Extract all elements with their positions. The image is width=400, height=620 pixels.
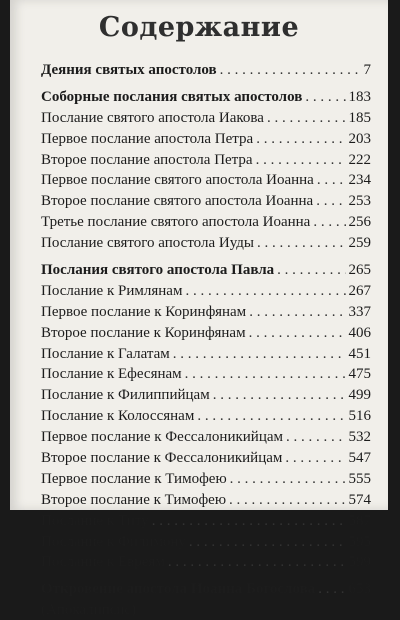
toc-entry-title: Второе послание апостола Петра (41, 151, 253, 168)
toc-entry-title: Соборные послания святых апостолов (41, 88, 303, 105)
dot-leader (220, 60, 361, 81)
toc-entry (41, 60, 371, 81)
book-page (10, 0, 388, 619)
dot-leader (185, 281, 345, 302)
toc-entry (41, 302, 371, 323)
toc-entry-title: Послание к Титу (41, 512, 149, 529)
toc-entry-page-number: 222 (348, 151, 371, 168)
toc-entry (41, 511, 371, 532)
toc-entry-page-number: 185 (348, 109, 371, 126)
toc-entry-page-number: 587 (348, 512, 371, 529)
toc-entry (41, 260, 371, 281)
toc-entry-title: Послание к Филиппийцам (41, 387, 210, 404)
toc-entry-title: Второе послание святого апостола Иоанна (41, 193, 314, 210)
toc-entry-page-number: 265 (348, 262, 371, 279)
toc-entry (41, 427, 371, 448)
toc-entry-page-number: 595 (348, 533, 371, 550)
toc-entry-title: Первое послание к Тимофею (41, 470, 227, 487)
dot-leader (317, 170, 346, 191)
toc-entry-title: Второе послание к Тимофею (41, 491, 227, 508)
toc-entry-title: Второе послание к Фессалоникийцам (41, 450, 283, 467)
toc-entry-page-number: 653 (348, 581, 371, 598)
toc-entry-page-number: 532 (348, 429, 371, 446)
toc-entry-title: Второе послание к Коринфянам (41, 324, 246, 341)
toc-entry (41, 233, 371, 254)
toc-entry (41, 129, 371, 150)
toc-entry-page-number: 547 (348, 450, 371, 467)
dot-leader (257, 233, 346, 254)
dot-leader (249, 302, 345, 323)
toc-entry (41, 469, 371, 490)
toc-entry (41, 150, 371, 171)
page-title: Содержание (98, 12, 300, 43)
dot-leader (249, 323, 346, 344)
toc-entry-page-number: 516 (348, 408, 371, 425)
toc-entry (41, 344, 371, 365)
dot-leader (213, 385, 346, 406)
toc-entry (41, 87, 371, 108)
dot-leader (185, 364, 346, 385)
toc-entry (41, 490, 371, 511)
toc-entry (41, 212, 371, 233)
toc-entry-page-number: 234 (348, 172, 371, 189)
dot-leader (152, 511, 346, 532)
dot-leader (189, 532, 346, 553)
toc-entry-title: Первое послание к Фессалоникийцам (41, 429, 283, 446)
toc-entry-title: Послания святого апостола Павла (41, 262, 275, 279)
toc-entry-page-number: 451 (348, 345, 371, 362)
dot-leader (256, 129, 345, 150)
toc-entry (41, 191, 371, 212)
toc-entry-page-number: 183 (348, 88, 371, 105)
toc-entry-title: Послание к Галатам (41, 345, 170, 362)
toc-entry-page-number: 574 (348, 491, 371, 508)
toc-entry-title: Первое послание к Коринфянам (41, 303, 247, 320)
toc-entry-title: Третье послание святого апостола Иоанна (41, 214, 311, 231)
dot-leader (286, 427, 346, 448)
toc-entry (41, 579, 371, 600)
table-of-contents (41, 60, 371, 620)
toc-entry (41, 552, 371, 573)
toc-entry-title: Послание к Филимону (41, 533, 186, 550)
toc-entry-title: Послание к Колоссянам (41, 408, 195, 425)
toc-entry-page-number: 499 (348, 387, 371, 404)
toc-entry (41, 281, 371, 302)
dot-leader (267, 108, 346, 129)
toc-entry-title: Первое послание апостола Петра (41, 130, 254, 147)
toc-entry-title: Послание святого апостола Иакова (41, 109, 264, 126)
toc-entry-title: Послание святого апостола Иуды (41, 235, 254, 252)
toc-entry-title: Первое послание святого апостола Иоанна (41, 172, 314, 189)
toc-entry-page-number: 256 (348, 214, 371, 231)
dot-leader (313, 212, 345, 233)
dot-leader (256, 150, 346, 171)
toc-entry-title: Откровение апостола Иоанна Богослова (41, 581, 316, 598)
toc-entry (41, 364, 371, 385)
toc-entry-title: Деяния святых апостолов (41, 62, 217, 78)
dot-leader (305, 87, 345, 108)
toc-entry (41, 406, 371, 427)
toc-entry-title: Послание к Римлянам (41, 282, 183, 299)
dot-leader (230, 469, 346, 490)
dot-leader (277, 260, 345, 281)
toc-entry (41, 108, 371, 129)
toc-entry-title: Послание к Ефесянам (41, 366, 182, 383)
toc-entry-page-number: 7 (363, 62, 371, 78)
toc-entry-title: Послание к Евреям (41, 554, 165, 571)
toc-entry-page-number: 475 (348, 366, 371, 383)
toc-entry (41, 448, 371, 469)
toc-entry-page-number: 406 (348, 324, 371, 341)
toc-entry-page-number: 599 (348, 554, 371, 571)
dot-leader (229, 490, 345, 511)
toc-entry (41, 385, 371, 406)
toc-entry-page-number: 267 (348, 282, 371, 299)
dot-leader (285, 448, 345, 469)
dot-leader (316, 191, 345, 212)
toc-entry-page-number: 259 (348, 235, 371, 252)
toc-entry (41, 532, 371, 553)
toc-entry-subtitle: (Апокалипсис) (41, 602, 137, 619)
toc-entry-page-number: 203 (348, 130, 371, 147)
toc-entry-page-number: 337 (348, 303, 371, 320)
dot-leader (318, 579, 345, 600)
dot-leader (197, 406, 345, 427)
toc-entry-page-number: 253 (348, 193, 371, 210)
dot-leader (168, 552, 346, 573)
toc-entry-page-number: 555 (348, 470, 371, 487)
toc-entry (41, 170, 371, 191)
toc-entry (41, 323, 371, 344)
dot-leader (173, 344, 346, 365)
